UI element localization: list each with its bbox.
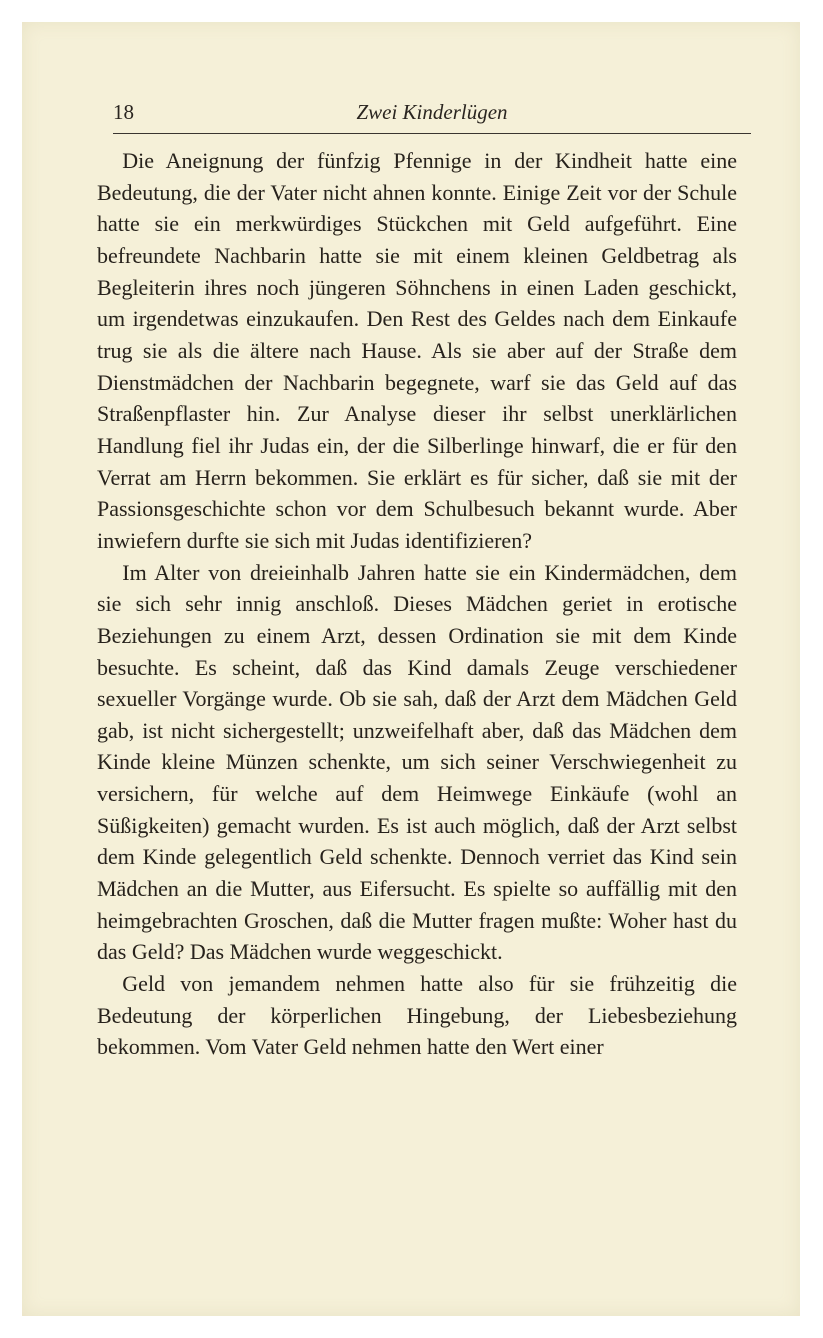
header-rule	[113, 133, 751, 134]
paragraph: Geld von jemandem nehmen hatte also für sie frühzeitig die Bedeutung der körperlichen Hingebung, der Liebesbeziehung bekommen. Vom Vater Geld nehmen hatte den Wert einer	[97, 971, 737, 1060]
paragraph: Die Aneignung der fünfzig Pfennige in der Kindheit hatte eine Bedeutung, die der Vater nicht ahnen konnte. Einige Zeit vor der Schule hatte sie ein merkwürdiges Stückchen mit Geld aufgeführt. Eine befreundete Nachbarin hatte sie mit einem kleinen Geldbetrag als Begleiterin ihres noch jüngeren Söhnchens in einen Laden geschickt, um irgendetwas einzukaufen. Den Rest des Geldes nach dem Einkaufe trug sie als die ältere nach Hause. Als sie aber auf der Straße dem Dienstmädchen der Nachbarin begegnete, warf sie das Geld auf das Straßenpflaster hin. Zur Analyse dieser ihr selbst unerklärlichen Handlung fiel ihr Judas ein, der die Silberlinge hinwarf, die er für den Verrat am Herrn bekommen. Sie erklärt es für sicher, daß sie mit der Passionsgeschichte schon vor dem Schulbesuch bekannt wurde. Aber inwiefern durfte sie sich mit Judas identifizieren?	[97, 148, 737, 553]
page-header	[113, 100, 751, 128]
body-text	[97, 145, 737, 1063]
paragraph: Im Alter von dreieinhalb Jahren hatte sie ein Kindermädchen, dem sie sich sehr innig anschloß. Dieses Mädchen geriet in erotische Beziehungen zu einem Arzt, dessen Ordination sie mit dem Kinde besuchte. Es scheint, daß das Kind damals Zeuge verschiedener sexueller Vorgänge wurde. Ob sie sah, daß der Arzt dem Mädchen Geld gab, ist nicht sichergestellt; unzweifelhaft aber, daß das Mädchen dem Kinde kleine Münzen schenkte, um sich seiner Verschwiegenheit zu versichern, für welche auf dem Heimwege Einkäufe (wohl an Süßigkeiten) gemacht wurden. Es ist auch möglich, daß der Arzt selbst dem Kinde gelegentlich Geld schenkte. Dennoch verriet das Kind sein Mädchen an die Mutter, aus Eifersucht. Es spielte so auffällig mit den heimgebrachten Groschen, daß die Mutter fragen mußte: Woher hast du das Geld? Das Mädchen wurde weggeschickt.	[97, 559, 737, 965]
running-title: Zwei Kinderlügen	[356, 100, 508, 124]
page-number: 18	[113, 100, 134, 124]
